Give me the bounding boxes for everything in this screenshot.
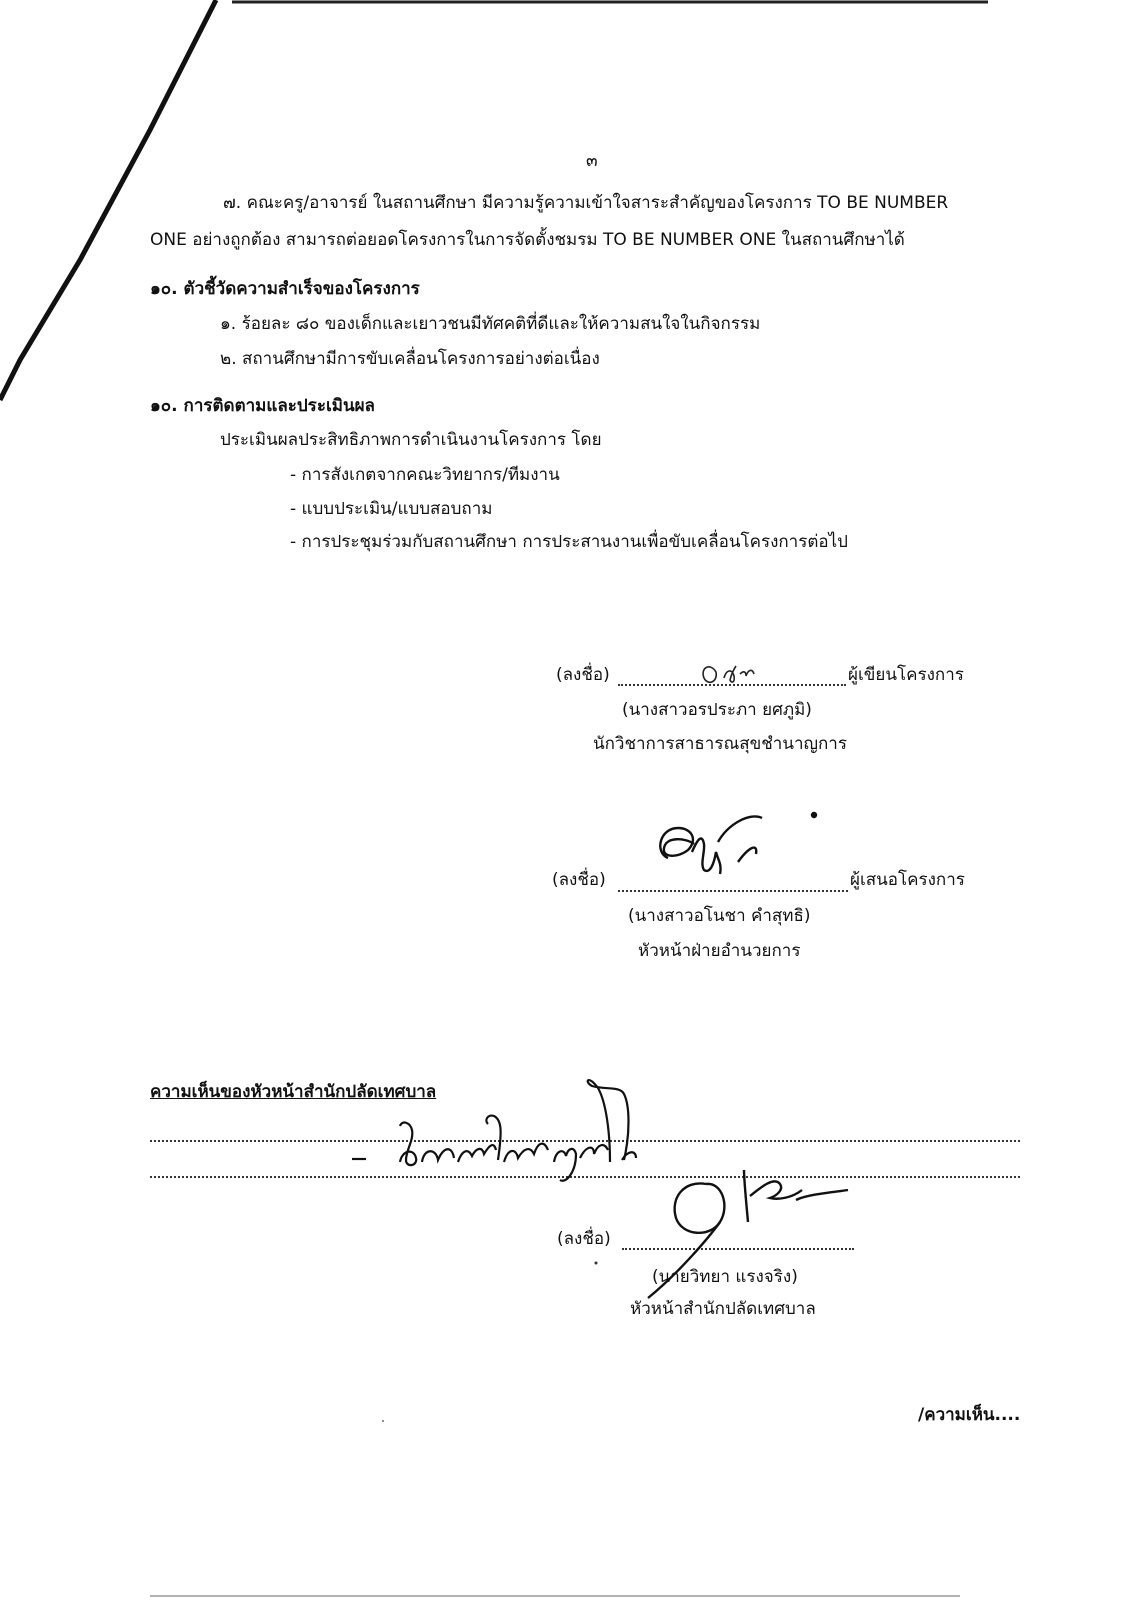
opinion-handwritten-note <box>352 1080 636 1181</box>
proposer-sign-label: (ลงชื่อ) <box>552 870 606 890</box>
indicator-item-1: ๑. ร้อยละ ๘๐ ของเด็กและเยาวชนมีทัศคติที่ดีและให้ความสนใจในกิจกรรม <box>220 314 761 334</box>
evaluation-lead: ประเมินผลประสิทธิภาพการดำเนินงานโครงการ โดย <box>220 430 602 450</box>
writer-position: นักวิชาการสาธารณสุขชำนาญการ <box>593 734 847 754</box>
intro-line-1: ๗. คณะครู/อาจารย์ ในสถานศึกษา มีความรู้ความเข้าใจสาระสำคัญของโครงการ TO BE NUMBER <box>223 193 949 213</box>
writer-signature <box>703 666 754 682</box>
stray-dot <box>595 1262 598 1265</box>
proposer-position: หัวหน้าฝ่ายอำนวยการ <box>638 941 801 961</box>
proposer-role-label: ผู้เสนอโครงการ <box>850 870 965 890</box>
writer-role-label: ผู้เขียนโครงการ <box>848 665 964 685</box>
writer-name: (นางสาวอรประภา ยศภูมิ) <box>622 700 812 720</box>
intro-line-2: ONE อย่างถูกต้อง สามารถต่อยอดโครงการในการจัดตั้งชมรม TO BE NUMBER ONE ในสถานศึกษาได้ <box>150 230 905 250</box>
section-heading-evaluation: ๑๐. การติดตามและประเมินผล <box>150 396 375 416</box>
section-heading-indicators: ๑๐. ตัวชี้วัดความสำเร็จของโครงการ <box>150 279 420 299</box>
evaluation-item-2: - แบบประเมิน/แบบสอบถาม <box>290 499 493 519</box>
continuation-marker: /ความเห็น.... <box>918 1405 1021 1425</box>
opinion-heading: ความเห็นของหัวหน้าสำนักปลัดเทศบาล <box>150 1082 437 1102</box>
opinion-sign-label: (ลงชื่อ) <box>557 1229 611 1249</box>
proposer-signature <box>660 813 816 874</box>
opinion-position: หัวหน้าสำนักปลัดเทศบาล <box>630 1299 816 1319</box>
writer-sign-label: (ลงชื่อ) <box>556 665 610 685</box>
proposer-name: (นางสาวอโนชา คำสุทธิ) <box>628 906 811 926</box>
evaluation-item-3: - การประชุมร่วมกับสถานศึกษา การประสานงานเพื่อขับเคลื่อนโครงการต่อไป <box>290 532 848 552</box>
evaluation-item-1: - การสังเกตจากคณะวิทยากร/ทีมงาน <box>290 465 560 485</box>
opinion-name: (นายวิทยา แรงจริง) <box>652 1267 798 1287</box>
opinion-signature <box>648 1170 848 1298</box>
indicator-item-2: ๒. สถานศึกษามีการขับเคลื่อนโครงการอย่างต่อเนื่อง <box>220 349 600 369</box>
page-number: ๓ <box>586 151 598 171</box>
